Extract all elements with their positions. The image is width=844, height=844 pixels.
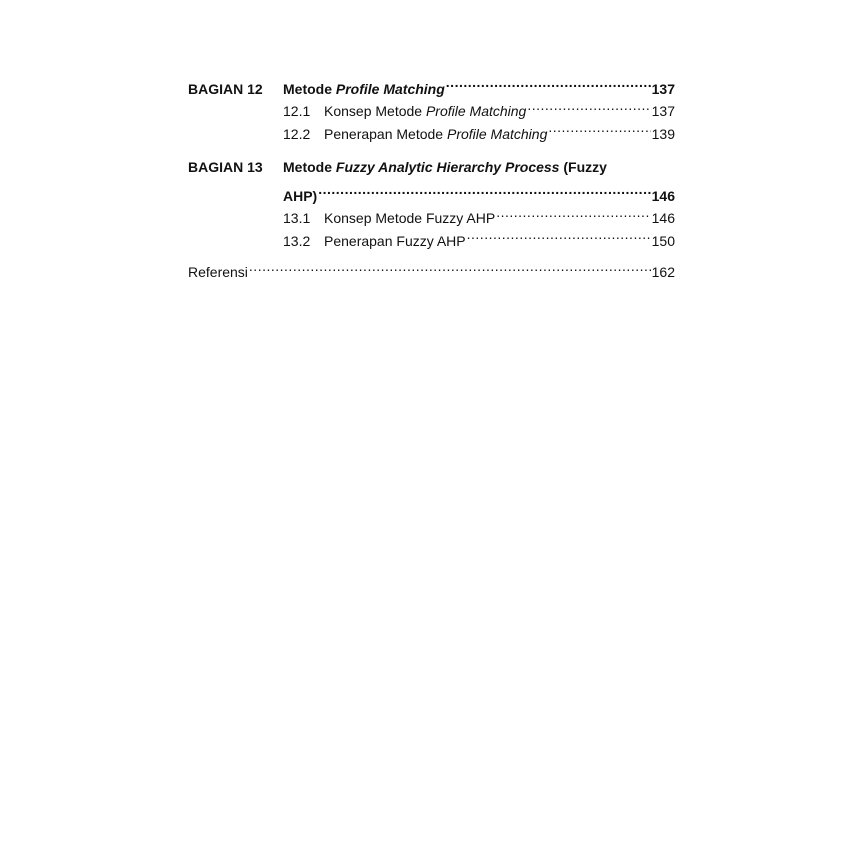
page-number: 146	[651, 210, 675, 226]
references-label: Referensi	[188, 264, 248, 280]
section-number: 12.1	[283, 103, 311, 119]
dot-leader	[249, 255, 651, 278]
section-title: Konsep Metode Fuzzy AHP	[324, 210, 496, 226]
chapter-title: Metode Fuzzy Analytic Hierarchy Process (Fuzzy	[283, 158, 607, 175]
section-number: 13.2	[283, 232, 311, 249]
toc-chapter-13-row[interactable]	[188, 156, 675, 179]
dot-leader	[496, 201, 650, 224]
table-of-contents	[188, 71, 675, 280]
chapter-title: Metode Profile Matching	[283, 80, 445, 97]
dot-leader	[318, 178, 650, 201]
chapter-label: BAGIAN 12	[188, 80, 263, 97]
section-title: Konsep Metode Profile Matching	[324, 103, 527, 119]
page-number: 137	[651, 103, 675, 119]
dot-leader	[527, 94, 650, 117]
section-title: Penerapan Fuzzy AHP	[324, 232, 466, 249]
section-title: Penerapan Metode Profile Matching	[324, 125, 548, 142]
dot-leader	[548, 116, 650, 139]
page-number: 150	[651, 232, 675, 249]
toc-section-13-1-row[interactable]	[188, 201, 675, 224]
toc-references-row[interactable]	[188, 255, 675, 278]
page-number: 139	[651, 125, 675, 142]
section-number: 13.1	[283, 210, 311, 226]
page-number: 162	[651, 264, 675, 280]
toc-chapter-12-row[interactable]	[188, 71, 675, 97]
page-number: 146	[651, 187, 675, 204]
chapter-label: BAGIAN 13	[188, 158, 263, 175]
dot-leader	[446, 71, 651, 94]
dot-leader	[467, 223, 651, 246]
toc-chapter-13-row-continued[interactable]	[188, 178, 675, 204]
chapter-title-continued: AHP)	[283, 187, 318, 204]
section-number: 12.2	[283, 125, 311, 142]
page-number: 137	[651, 80, 675, 97]
